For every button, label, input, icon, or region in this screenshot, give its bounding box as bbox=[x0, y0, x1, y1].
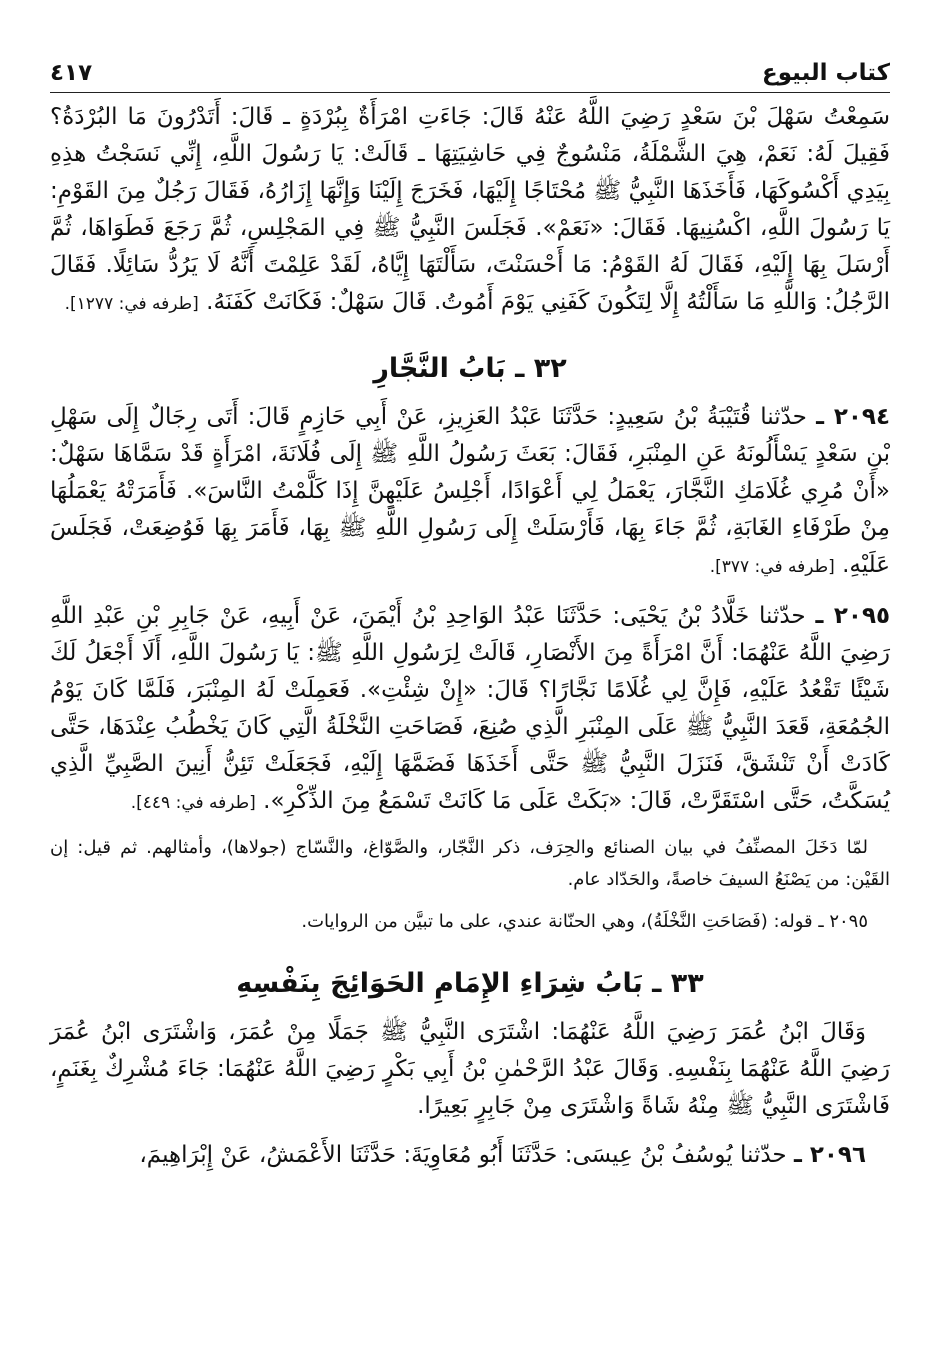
hadith-2095 bbox=[50, 598, 890, 822]
hadith-number: ٢٠٩٦ ـ bbox=[793, 1142, 866, 1168]
commentary-paragraph: ٢٠٩٥ ـ قوله: (فَصَاحَتِ النَّخْلَةُ)، وهي الحنّانة عندي، على ما تبيَّن من الروايات. bbox=[301, 911, 868, 932]
continued-hadith bbox=[50, 99, 890, 323]
hadith-text: حدّثنا خَلَّادُ بْنُ يَحْيَى: حَدَّثَنَا عَبْدُ الوَاحِدِ بْنُ أَيْمَنَ، عَنْ أَبِيهِ، عَنْ جَابِرِ بْنِ عَبْدِ اللَّهِ رَضِيَ اللَّهُ عَنْهُمَا: أَنَّ امْرَأَةً مِنَ الأَنْصَارِ، قَالَتْ لِرَسُولِ اللَّهِ ﷺ: يَا رَسُولَ اللَّهِ، أَلَا أَجْعَلُ لَكَ شَيْئًا تَقْعُدُ عَلَيْهِ، فَإِنَّ لِي غُلَامًا نَجَّارًا؟ قَالَ: «إِنْ شِئْتِ». فَعَمِلَتْ لَهُ المِنْبَرَ، فَلَمَّا كَانَ يَوْمُ الجُمُعَةِ، قَعَدَ النَّبِيُّ ﷺ عَلَى المِنْبَرِ الَّذِي صُنِعَ، فَصَاحَتِ النَّخْلَةُ الَّتِي كَانَ يَخْطُبُ عِنْدَهَا، حَتَّى كَادَتْ أَنْ تَنْشَقَّ، فَنَزَلَ النَّبِيُّ ﷺ حَتَّى أَخَذَهَا فَضَمَّهَا إِلَيْهِ، فَجَعَلَتْ تَئِنُّ أَنِينَ الصَّبِيِّ الَّذِي يُسَكَّتُ، حَتَّى اسْتَقَرَّتْ، قَالَ: «بَكَتْ عَلَى مَا كَانَتْ تَسْمَعُ مِنَ الذِّكْرِ». bbox=[50, 603, 890, 814]
running-header bbox=[50, 52, 890, 93]
chapter-heading-33: ٣٣ ـ بَابُ شِرَاءِ الإِمَامِ الحَوَائِجَ بِنَفْسِهِ bbox=[236, 968, 704, 999]
commentary-paragraph: لمّا دَخَلَ المصنِّفُ في بيان الصنائع والحِرَف، ذكر النَّجّار، والصَّوّاغ، والنَّسّاج (جولاها)، وأمثالهم. ثم قيل: إن القَيْن: من يَصْنَعُ السيفَ خاصةً، والحَدّاد عام. bbox=[50, 837, 890, 890]
cross-reference: [طرفه في: ٤٤٩]. bbox=[130, 793, 256, 813]
hadith-text: حدّثنا يُوسُفُ بْنُ عِيسَى: حَدَّثَنَا أَبُو مُعَاوِيَةَ: حَدَّثَنَا الأَعْمَشُ، عَنْ إِبْرَاهِيمَ، bbox=[139, 1142, 787, 1168]
hadith-2094 bbox=[50, 399, 890, 586]
page-number: ٤١٧ bbox=[50, 60, 93, 86]
hadith-text: حدّثنا قُتَيْبَةُ بْنُ سَعِيدٍ: حَدَّثَنَا عَبْدُ العَزِيزِ، عَنْ أَبِي حَازِمٍ قَالَ: أَتَى رِجَالٌ إِلَى سَهْلِ بْنِ سَعْدٍ يَسْأَلُونَهُ عَنِ المِنْبَرِ، فَقَالَ: بَعَثَ رَسُولُ اللَّهِ ﷺ إِلَى فُلَانَةَ، امْرَأَةٍ قَدْ سَمَّاهَا سَهْلٌ: «أَنْ مُرِي غُلَامَكِ النَّجَّارَ، يَعْمَلُ لِي أَعْوَادًا، أَجْلِسُ عَلَيْهِنَّ إِذَا كَلَّمْتُ النَّاسَ». فَأَمَرَتْهُ يَعْمَلُهَا مِنْ طَرْفَاءِ الغَابَةِ، ثُمَّ جَاءَ بِهَا، فَأَرْسَلَتْ إِلَى رَسُولِ اللَّهِ ﷺ بِهَا، فَأَمَرَ بِهَا فَوُضِعَتْ، فَجَلَسَ عَلَيْهِ. bbox=[50, 404, 890, 578]
book-page bbox=[50, 52, 890, 1352]
hadith-text: سَمِعْتُ سَهْلَ بْنَ سَعْدٍ رَضِيَ اللَّهُ عَنْهُ قَالَ: جَاءَتِ امْرَأَةٌ بِبُرْدَةٍ ـ قَالَ: أَتَدْرُونَ مَا البُرْدَةُ؟ فَقِيلَ لَهُ: نَعَمْ، هِيَ الشَّمْلَةُ، مَنْسُوجٌ فِي حَاشِيَتِهَا ـ قَالَتْ: يَا رَسُولَ اللَّهِ، إِنِّي نَسَجْتُ هذِهِ بِيَدِي أَكْسُوكَهَا، فَأَخَذَهَا النَّبِيُّ ﷺ مُحْتَاجًا إِلَيْهَا، فَخَرَجَ إِلَيْنَا وَإِنَّهَا إِزَارُهُ، فَقَالَ رَجُلٌ مِنَ القَوْمِ: يَا رَسُولَ اللَّهِ، اكْسُنِيهَا. فَقَالَ: «نَعَمْ». فَجَلَسَ النَّبِيُّ ﷺ فِي المَجْلِسِ، ثُمَّ رَجَعَ فَطَوَاهَا، ثُمَّ أَرْسَلَ بِهَا إِلَيْهِ، فَقَالَ لَهُ القَوْمُ: مَا أَحْسَنْتَ، سَأَلْتَهَا إِيَّاهُ، لَقَدْ عَلِمْتَ أَنَّهُ لَا يَرُدُّ سَائِلًا. فَقَالَ الرَّجُلُ: وَاللَّهِ مَا سَأَلْتُهُ إِلَّا لِتَكُونَ كَفَنِي يَوْمَ أَمُوتُ. قَالَ سَهْلٌ: فَكَانَتْ كَفَنَهُ. bbox=[50, 104, 890, 315]
book-title: كتاب البيوع bbox=[762, 60, 890, 86]
chapter-heading-32: ٣٢ ـ بَابُ النَّجَّارِ bbox=[373, 353, 567, 384]
muallaq-report: وَقَالَ ابْنُ عُمَرَ رَضِيَ اللَّهُ عَنْهُمَا: اشْتَرَى النَّبِيُّ ﷺ جَمَلًا مِنْ عُمَرَ، وَاشْتَرَى ابْنُ عُمَرَ رَضِيَ اللَّهُ عَنْهُمَا بِنَفْسِهِ. وَقَالَ عَبْدُ الرَّحْمٰنِ بْنُ أَبِي بَكْرٍ رَضِيَ اللَّهُ عَنْهُمَا: جَاءَ مُشْرِكٌ بِغَنَمٍ، فَاشْتَرَى النَّبِيُّ ﷺ مِنْهُ شَاةً وَاشْتَرَى مِنْ جَابِرٍ بَعِيرًا. bbox=[50, 1019, 890, 1119]
hadith-2096 bbox=[50, 1137, 890, 1174]
hadith-number: ٢٠٩٤ ـ bbox=[816, 404, 891, 430]
cross-reference: [طرفه في: ١٢٧٧]. bbox=[64, 294, 199, 314]
hadith-number: ٢٠٩٥ ـ bbox=[815, 603, 891, 629]
cross-reference: [طرفه في: ٣٧٧]. bbox=[709, 557, 835, 577]
